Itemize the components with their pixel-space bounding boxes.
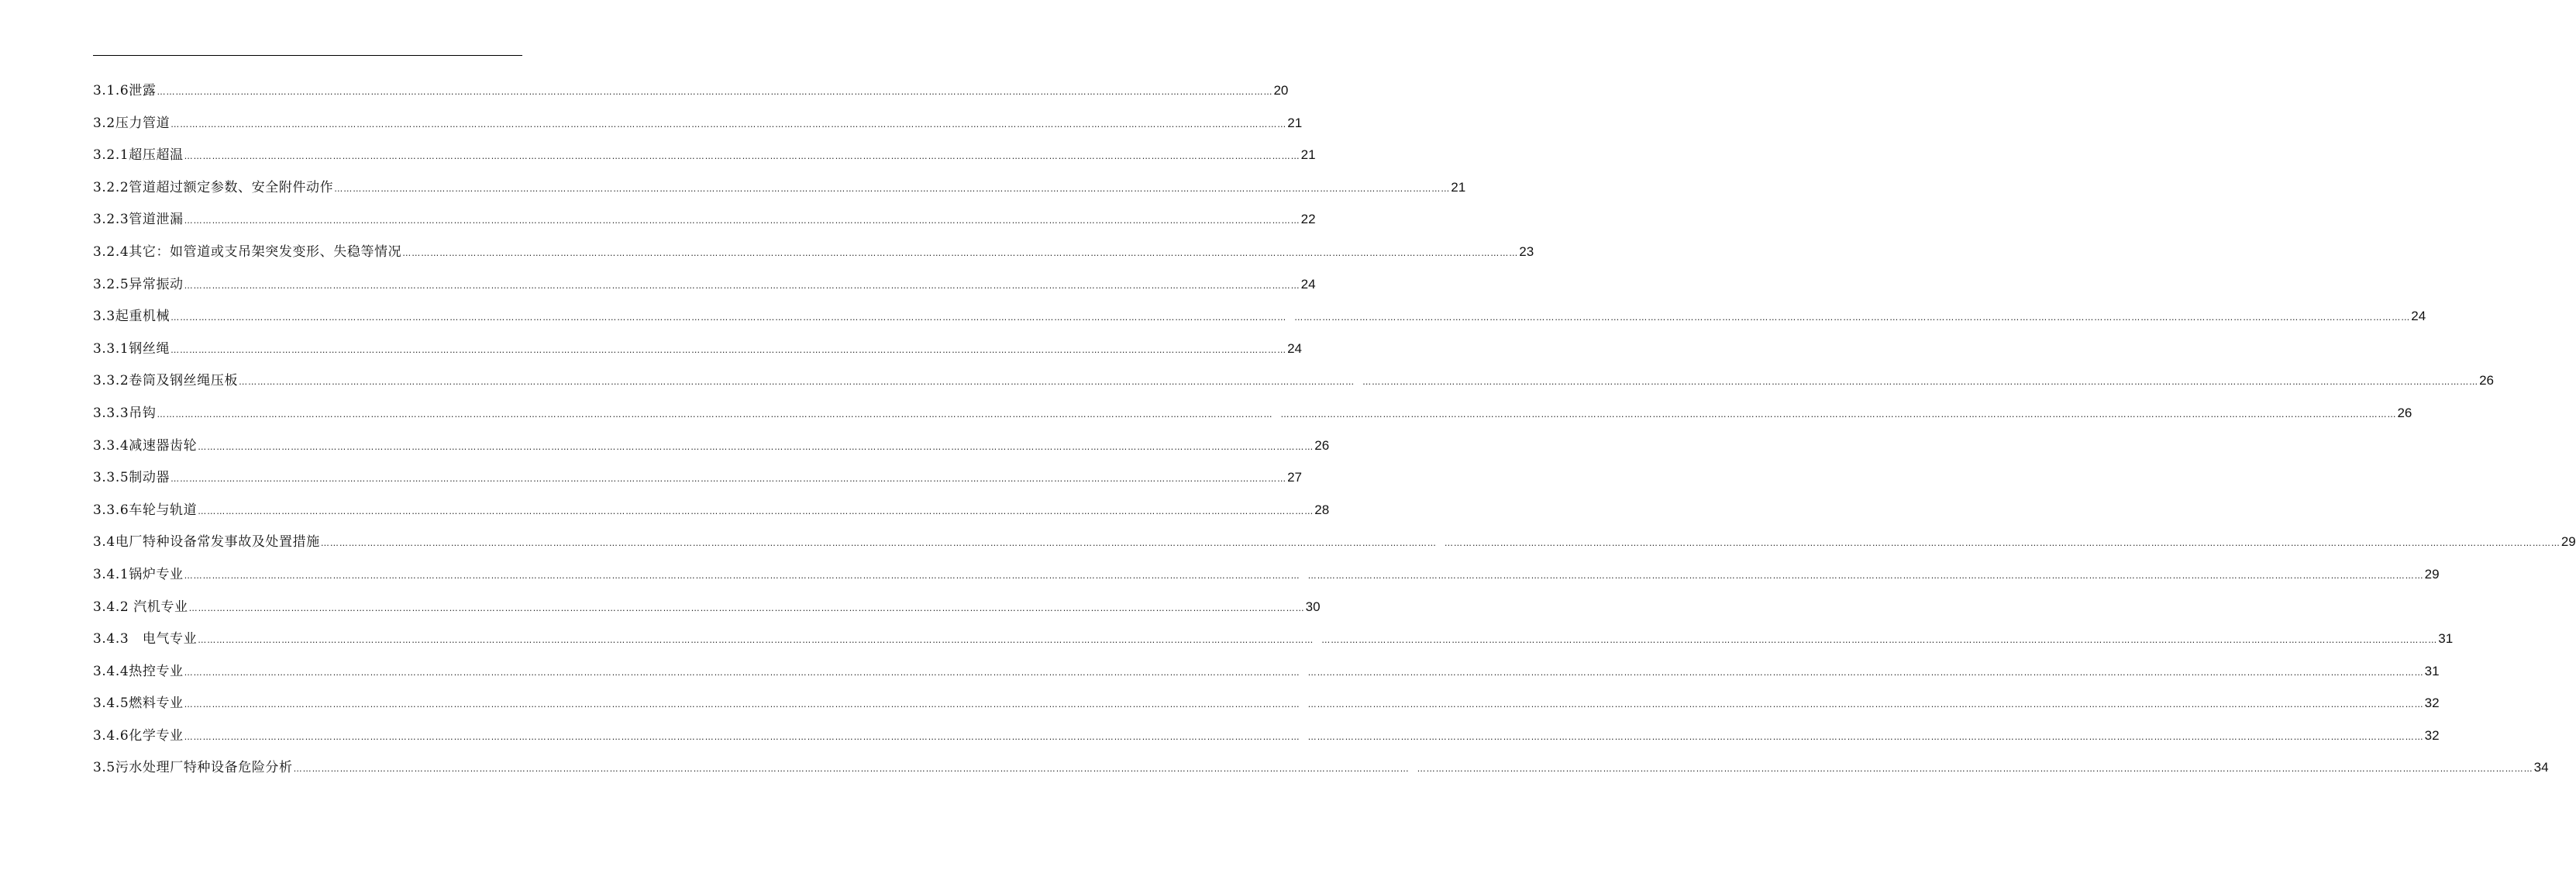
toc-entry-title: 3.3.4减速器齿轮 [93,437,198,454]
toc-entry-title: 3.4.6化学专业 [93,727,184,744]
toc-entry-page-number: 30 [1305,599,1321,614]
toc-entry[interactable] [93,300,2426,333]
header-rule [93,55,522,56]
toc-entry[interactable] [93,74,1289,107]
toc-entry-page-number: 34 [2533,760,2549,775]
toc-entry-page-number: 23 [1519,243,1534,259]
toc-entry-title: 3.2.5异常振动 [93,276,184,292]
toc-entry-page-number: 24 [1287,340,1302,356]
toc-entry[interactable] [93,203,1316,236]
toc-dot-leader: ……………………………………………………………………………………………………………………………………………………………………………………………………………………………………………………………………………………………………………………………… ……………………………………………………………………………………………………………………………………………………………………………………………………………………………………………………………………………………………………………………………… [184,570,2424,581]
toc-dot-leader: ……………………………………………………………………………………………………………………………………………………………………………………………………………………………………………………………………………………………………………………………… [334,183,1451,194]
toc-entry-title: 3.4.3 电气专业 [93,631,198,647]
toc-entry[interactable] [93,558,2440,591]
toc-entry-title: 3.4.1锅炉专业 [93,566,184,582]
toc-entry-title: 3.3.5制动器 [93,470,170,486]
toc-entry-title: 3.2.4其它：如管道或支吊架突发变形、失稳等情况 [93,243,402,260]
toc-entry-title: 3.4电厂特种设备常发事故及处置措施 [93,534,320,551]
toc-entry[interactable] [93,751,2549,784]
toc-entry-page-number: 29 [2424,566,2440,582]
toc-entry-page-number: 22 [1300,212,1316,227]
toc-entry-page-number: 31 [2438,631,2454,647]
toc-entry-title: 3.3起重机械 [93,309,170,325]
toc-entry-title: 3.3.2卷筒及钢丝绳压板 [93,373,239,389]
toc-dot-leader: ……………………………………………………………………………………………………………………………………………………………………………………………………………………………………………………………………………………………………………………………… ……………………………………………………………………………………………………………………………………………………………………………………………………………………………………………………………………………………………………………………………… [320,538,2561,549]
toc-dot-leader: ……………………………………………………………………………………………………………………………………………………………………………………………………………………………………………………………………………………………………………………………… [170,344,1287,355]
table-of-contents [93,74,2576,784]
toc-entry-title: 3.4.5燃料专业 [93,696,184,712]
toc-entry[interactable] [93,107,1303,140]
toc-entry-title: 3.3.1钢丝绳 [93,340,170,357]
toc-entry-title: 3.5污水处理厂特种设备危险分析 [93,760,293,776]
toc-entry[interactable] [93,526,2576,558]
toc-entry[interactable] [93,364,2494,397]
toc-dot-leader: ……………………………………………………………………………………………………………………………………………………………………………………………………………………………………………………………………………………………………………………………… ……………………………………………………………………………………………………………………………………………………………………………………………………………………………………………………………………………………………………………………………… [184,699,2424,710]
toc-entry[interactable] [93,333,1302,365]
toc-entry-title: 3.2.1超压超温 [93,147,184,164]
toc-entry-page-number: 32 [2424,696,2440,711]
toc-dot-leader: ……………………………………………………………………………………………………………………………………………………………………………………………………………………………………………………………………………………………………………………………… ……………………………………………………………………………………………………………………………………………………………………………………………………………………………………………………………………………………………………………………………… [170,312,2411,323]
toc-dot-leader: ……………………………………………………………………………………………………………………………………………………………………………………………………………………………………………………………………………………………………………………………… ……………………………………………………………………………………………………………………………………………………………………………………………………………………………………………………………………………………………………………………………… [293,764,2533,775]
toc-entry-page-number: 24 [1300,276,1316,292]
toc-entry[interactable] [93,655,2440,688]
toc-entry-title: 3.2压力管道 [93,115,170,131]
toc-entry[interactable] [93,591,1321,623]
toc-entry-page-number: 21 [1300,147,1316,163]
toc-entry-title: 3.2.2管道超过额定参数、安全附件动作 [93,179,334,195]
toc-entry[interactable] [93,720,2440,752]
toc-entry-page-number: 20 [1273,83,1289,98]
toc-dot-leader: ……………………………………………………………………………………………………………………………………………………………………………………………………………………………………………………………………………………………………………………………… ……………………………………………………………………………………………………………………………………………………………………………………………………………………………………………………………………………………………………………………………… [184,731,2424,742]
toc-entry-page-number: 26 [2479,373,2494,388]
toc-entry-page-number: 31 [2424,663,2440,678]
toc-dot-leader: ……………………………………………………………………………………………………………………………………………………………………………………………………………………………………………………………………………………………………………………………… [184,280,1300,291]
toc-entry-page-number: 26 [2397,405,2412,420]
toc-entry-title: 3.1.6泄露 [93,83,157,98]
toc-entry[interactable] [93,268,1316,301]
toc-dot-leader: ……………………………………………………………………………………………………………………………………………………………………………………………………………………………………………………………………………………………………………………………… ……………………………………………………………………………………………………………………………………………………………………………………………………………………………………………………………………………………………………………………………… [184,667,2424,678]
toc-entry[interactable] [93,430,1330,462]
toc-entry-title: 3.3.3吊钩 [93,405,157,421]
toc-dot-leader: ……………………………………………………………………………………………………………………………………………………………………………………………………………………………………………………………………………………………………………………………… [198,506,1314,516]
toc-entry[interactable] [93,236,1534,268]
toc-dot-leader: ……………………………………………………………………………………………………………………………………………………………………………………………………………………………………………………………………………………………………………………………… ……………………………………………………………………………………………………………………………………………………………………………………………………………………………………………………………………………………………………………………………… [239,377,2479,388]
toc-entry[interactable] [93,171,1466,204]
toc-entry-page-number: 21 [1451,179,1466,195]
toc-dot-leader: ……………………………………………………………………………………………………………………………………………………………………………………………………………………………………………………………………………………………………………………………… [170,119,1287,129]
toc-dot-leader: ……………………………………………………………………………………………………………………………………………………………………………………………………………………………………………………………………………………………………………………………… ……………………………………………………………………………………………………………………………………………………………………………………………………………………………………………………………………………………………………………………………… [157,409,2397,419]
toc-entry[interactable] [93,461,1302,494]
toc-entry-title: 3.4.4热控专业 [93,663,184,679]
toc-dot-leader: ……………………………………………………………………………………………………………………………………………………………………………………………………………………………………………………………………………………………………………………………… ……………………………………………………………………………………………………………………………………………………………………………………………………………………………………………………………………………………………………………………………… [198,635,2438,646]
toc-entry-title: 3.2.3管道泄漏 [93,212,184,228]
toc-entry-page-number: 24 [2411,309,2426,324]
toc-dot-leader: ……………………………………………………………………………………………………………………………………………………………………………………………………………………………………………………………………………………………………………………………… [157,87,1273,97]
toc-entry[interactable] [93,623,2454,655]
toc-entry-page-number: 21 [1287,115,1303,130]
toc-dot-leader: ……………………………………………………………………………………………………………………………………………………………………………………………………………………………………………………………………………………………………………………………… [170,474,1287,485]
toc-entry[interactable] [93,397,2412,430]
toc-entry[interactable] [93,494,1330,526]
toc-entry-page-number: 27 [1287,470,1302,485]
toc-entry[interactable] [93,139,1316,171]
toc-dot-leader: ……………………………………………………………………………………………………………………………………………………………………………………………………………………………………………………………………………………………………………………………… [184,151,1300,162]
toc-dot-leader: ……………………………………………………………………………………………………………………………………………………………………………………………………………………………………………………………………………………………………………………………… [188,602,1305,613]
toc-entry-title: 3.3.6车轮与轨道 [93,502,198,518]
toc-entry-page-number: 26 [1314,437,1330,453]
toc-entry-page-number: 29 [2561,534,2576,550]
toc-dot-leader: ……………………………………………………………………………………………………………………………………………………………………………………………………………………………………………………………………………………………………………………………… [198,441,1314,452]
toc-dot-leader: ……………………………………………………………………………………………………………………………………………………………………………………………………………………………………………………………………………………………………………………………… [184,216,1300,226]
toc-entry-title: 3.4.2 汽机专业 [93,599,188,615]
toc-dot-leader: ……………………………………………………………………………………………………………………………………………………………………………………………………………………………………………………………………………………………………………………………… [402,247,1519,258]
toc-entry[interactable] [93,687,2440,720]
toc-entry-page-number: 32 [2424,727,2440,743]
toc-entry-page-number: 28 [1314,502,1330,517]
